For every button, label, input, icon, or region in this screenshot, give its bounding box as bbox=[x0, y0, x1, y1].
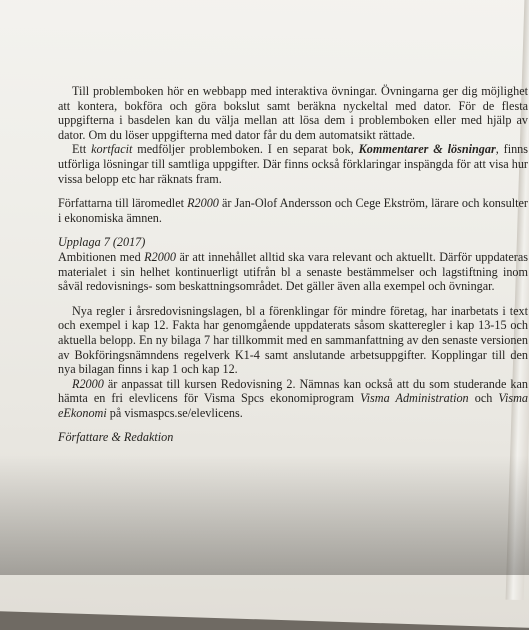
paragraph-authors: Författarna till läromedlet R2000 är Jan-Olof Andersson och Cege Ekström, lärare och konsulter i ekonomiska ämnen. bbox=[58, 196, 528, 225]
paragraph-ambition: Ambitionen med R2000 är att innehållet alltid ska vara relevant och aktuellt. Därför uppdateras materialet i sin helhet kontinuerligt utifrån bl a senaste bestämmelser och lagstiftning inom såväl redovisnings- som beskattningsområdet. Det gäller även alla exempel och övningar. bbox=[58, 249, 528, 294]
shadow-overlay bbox=[0, 455, 529, 575]
edition-heading: Upplaga 7 (2017) bbox=[58, 235, 146, 250]
page-text bbox=[58, 84, 528, 445]
paragraph-course: R2000 är anpassat till kursen Redovisning 2. Nämnas kan också att du som studerande kan hämta en fri elevlicens för Visma Spcs ekonomiprogram Visma Administration och Visma eEkonomi på vismaspcs.se/elevlicens. bbox=[58, 376, 528, 420]
paragraph-solutions: Ett kortfacit medföljer problemboken. I en separat bok, Kommentarer & lösningar, finns utförliga lösningar till samtliga uppgifter. Där finns också förklaringar inspängda för att visa hur vissa belopp etc har räknats fram. bbox=[58, 142, 529, 186]
paragraph-new-rules: Nya regler i årsredovisningslagen, bl a förenklingar för mindre företag, har inarbetats i text och exempel i kap 12. Fakta har genomgående uppdaterats såsom skatteregler i kap 13-15 och aktuella belopp. En ny bilaga 7 har tillkommit med en sammanfattning av den senaste versionen av Bokföringsnämndens regelverk K1-4 samt anslutande arbetsuppgifter. Kopplingar till den nya bilagan finns i kap 1 och kap 12. bbox=[58, 303, 528, 377]
paragraph-webapp: Till problemboken hör en webbapp med interaktiva övningar. Övningarna ger dig möjlighet att kontera, bokföra och göra bokslut samt beräkna nyckeltal med dator. För de flesta uppgifterna i basdelen kan du välja mellan att lösa dem i problemboken eller med hjälp av dator. Om du löser uppgifterna med dator får du dem automatsikt rättade. bbox=[58, 84, 528, 142]
signature: Författare & Redaktion bbox=[58, 430, 174, 445]
